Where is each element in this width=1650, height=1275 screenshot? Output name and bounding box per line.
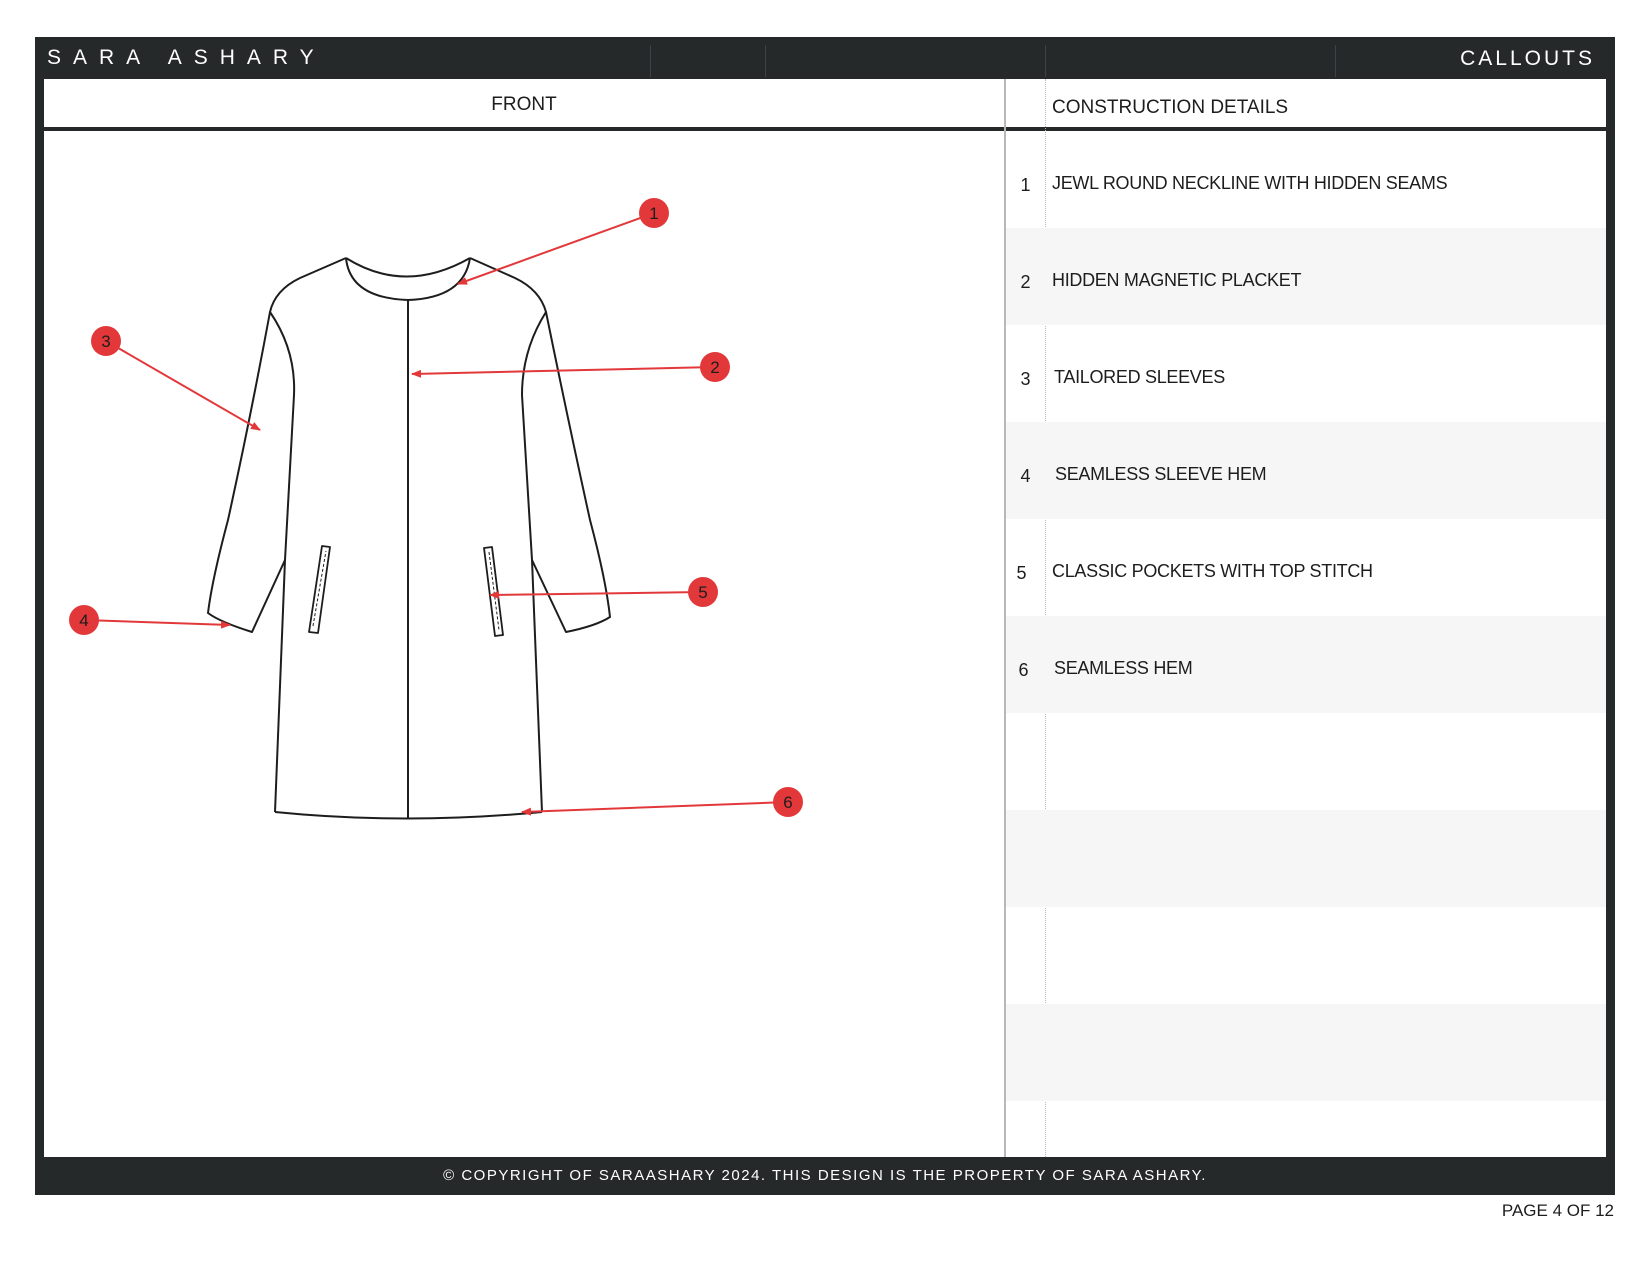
callout-number: 4	[1020, 466, 1031, 486]
callout-text: SEAMLESS HEM	[1054, 658, 1193, 678]
callout-marker-2	[700, 352, 730, 382]
callout-row	[1006, 713, 1606, 810]
arrow-4	[84, 620, 230, 625]
callout-marker-label: 5	[698, 583, 708, 602]
callout-marker-4	[69, 605, 99, 635]
callout-marker-label: 4	[79, 611, 89, 630]
callout-marker-label: 3	[101, 332, 111, 351]
callout-marker-5	[688, 577, 718, 607]
callout-text: CLASSIC POCKETS WITH TOP STITCH	[1052, 561, 1373, 581]
callout-text: TAILORED SLEEVES	[1054, 367, 1225, 387]
coat-outline	[208, 258, 610, 819]
callout-row	[1006, 907, 1606, 1004]
callout-marker-label: 2	[710, 358, 720, 377]
arrow-1	[458, 213, 654, 284]
construction-details-label: CONSTRUCTION DETAILS	[1052, 97, 1289, 118]
copyright-footer: © COPYRIGHT OF SARAASHARY 2024. THIS DESIGN IS THE PROPERTY OF SARA ASHARY.	[443, 1167, 1207, 1184]
callout-row	[1006, 228, 1606, 325]
callout-number: 3	[1020, 369, 1031, 389]
callout-number: 6	[1018, 660, 1029, 680]
arrow-2	[412, 367, 715, 374]
callout-marker-3	[91, 326, 121, 356]
callout-marker-label: 1	[649, 204, 659, 223]
title-bar-divider	[765, 45, 766, 77]
callout-markers	[69, 198, 803, 817]
callout-list	[1006, 131, 1606, 1101]
callout-marker-6	[773, 787, 803, 817]
callout-marker-label: 6	[783, 793, 793, 812]
callout-row	[1006, 1004, 1606, 1101]
title-bar-divider	[1335, 45, 1336, 77]
front-view-label: FRONT	[491, 94, 557, 115]
column-header-row	[44, 79, 1606, 131]
spec-sheet	[35, 37, 1615, 1195]
callout-row	[1006, 325, 1606, 422]
arrow-3	[106, 341, 260, 430]
title-bar-divider	[650, 45, 651, 77]
callout-number: 2	[1020, 272, 1031, 292]
callout-row	[1006, 616, 1606, 713]
page-number: PAGE 4 OF 12	[1501, 1201, 1614, 1220]
title-bar-divider	[1045, 45, 1046, 77]
callout-text: JEWL ROUND NECKLINE WITH HIDDEN SEAMS	[1052, 173, 1448, 193]
callout-number: 1	[1020, 175, 1031, 195]
callout-row	[1006, 422, 1606, 519]
callout-row	[1006, 519, 1606, 616]
content-panel	[44, 79, 1606, 1157]
callout-number: 5	[1016, 563, 1027, 583]
callout-text: SEAMLESS SLEEVE HEM	[1055, 464, 1267, 484]
coat-front-drawing	[44, 131, 1004, 1157]
callout-row	[1006, 810, 1606, 907]
title-bar	[35, 37, 1615, 79]
callout-row	[1006, 131, 1606, 228]
section-title: CALLOUTS	[1460, 47, 1595, 70]
arrow-5	[490, 592, 703, 595]
brand-name: SARA ASHARY	[47, 46, 326, 69]
callout-arrows	[84, 213, 788, 812]
callout-marker-1	[639, 198, 669, 228]
arrow-6	[522, 802, 788, 812]
callout-text: HIDDEN MAGNETIC PLACKET	[1052, 270, 1302, 290]
